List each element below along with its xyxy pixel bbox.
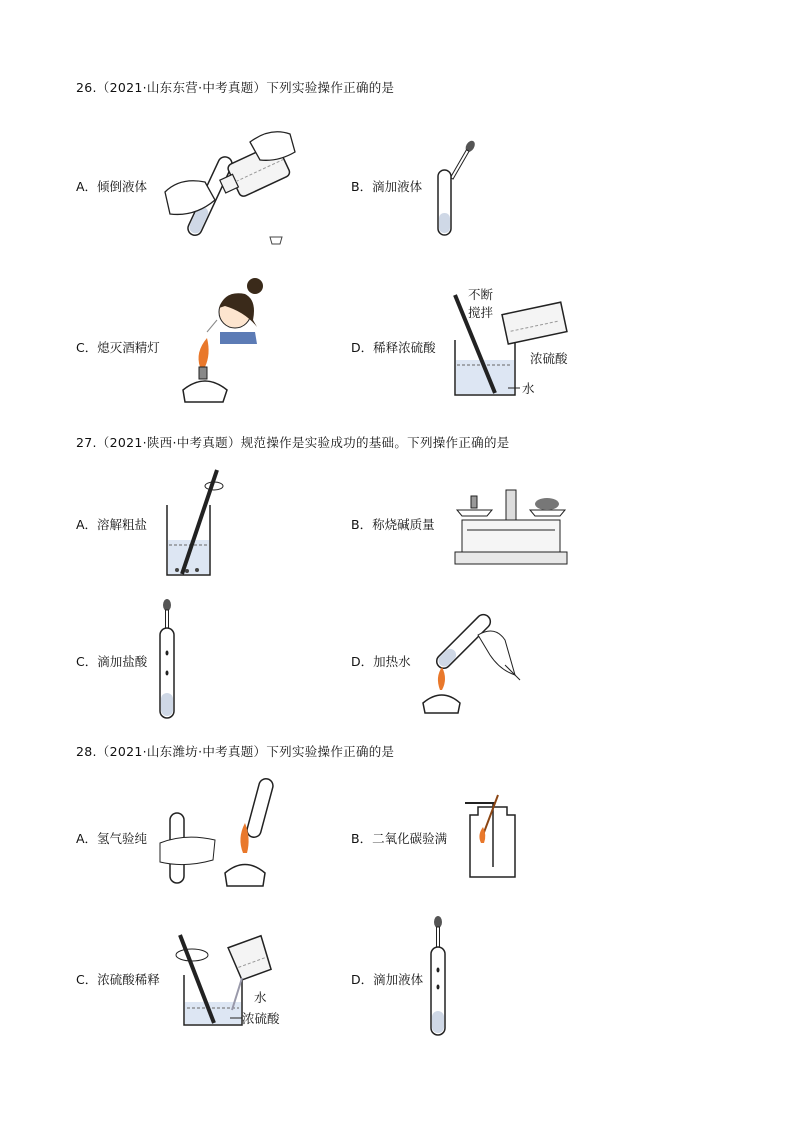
dropper-into-tube-figure	[430, 135, 480, 240]
dissolving-salt-figure	[162, 470, 232, 580]
q27-option-d-label: D．加热水	[351, 654, 411, 669]
q28-option-d-label: D．滴加液体	[351, 972, 424, 987]
co2-full-test-figure	[465, 795, 525, 880]
q28-option-c-label: C．浓硫酸稀释	[76, 972, 160, 987]
heating-water-figure	[420, 605, 520, 715]
q28-option-b-label: B．二氧化碳验满	[351, 831, 448, 846]
question-27-title: 27.（2021·陕西·中考真题）规范操作是实验成功的基础。下列操作正确的是	[76, 435, 510, 450]
q26-option-d-label: D．稀释浓硫酸	[351, 340, 436, 355]
q26-option-c-label: C．熄灭酒精灯	[76, 340, 160, 355]
annotation-water: 水	[254, 990, 267, 1005]
annotation-stir-2: 搅拌	[468, 305, 494, 320]
question-28-title: 28.（2021·山东潍坊·中考真题）下列实验操作正确的是	[76, 744, 395, 759]
annotation-conc-acid: 浓硫酸	[530, 351, 568, 366]
annotation-conc-acid: 浓硫酸	[242, 1011, 280, 1026]
q28-option-a-label: A．氢气验纯	[76, 831, 148, 846]
dropping-hcl-figure	[155, 598, 185, 723]
acid-dilution-figure	[172, 930, 292, 1030]
annotation-water: 水	[522, 381, 535, 396]
q27-option-a-label: A．溶解粗盐	[76, 517, 148, 532]
hydrogen-test-figure	[155, 778, 285, 888]
dropping-liquid-figure	[425, 915, 455, 1040]
diluting-acid-figure	[440, 285, 590, 400]
annotation-stir-1: 不断	[468, 287, 494, 302]
q27-option-b-label: B．称烧碱质量	[351, 517, 435, 532]
balance-figure	[452, 482, 572, 567]
q27-option-c-label: C．滴加盐酸	[76, 654, 148, 669]
blowing-out-lamp-figure	[165, 272, 265, 412]
pouring-liquid-figure	[160, 122, 300, 252]
q26-option-a-label: A．倾倒液体	[76, 179, 148, 194]
q26-option-b-label: B．滴加液体	[351, 179, 423, 194]
question-26-title: 26.（2021·山东东营·中考真题）下列实验操作正确的是	[76, 80, 395, 95]
